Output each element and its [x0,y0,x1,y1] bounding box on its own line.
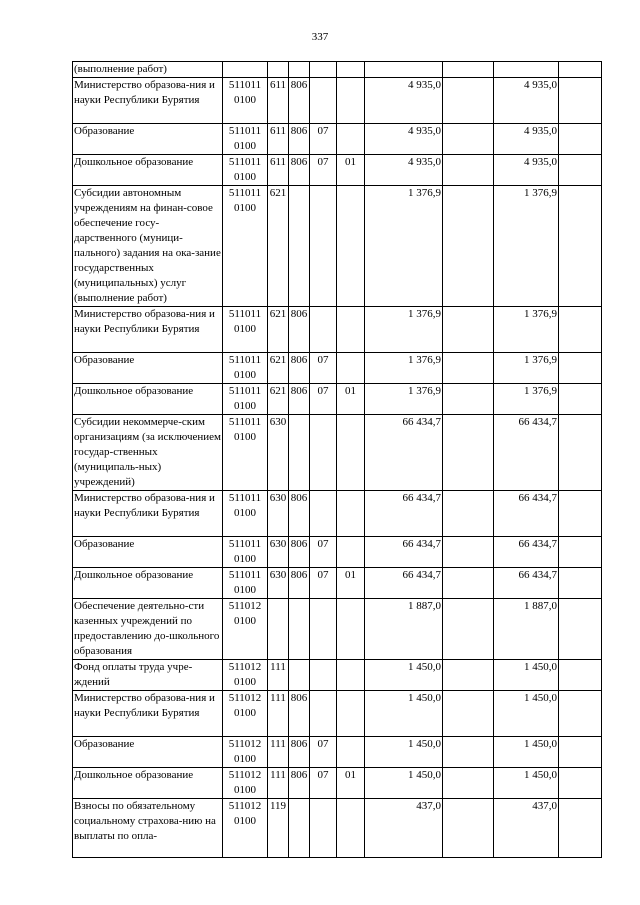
amount-total: 437,0 [365,799,443,858]
section-code [310,660,337,691]
amount-total: 66 434,7 [365,537,443,568]
amount-federal-empty [443,62,494,78]
expense-type-code: 630 [268,568,289,599]
row-name: Дошкольное образование [73,155,223,186]
target-article-code: 511011 0100 [223,384,268,415]
expense-type-code: 111 [268,691,289,737]
table-row [73,353,602,384]
row-name: Обеспечение деятельно-сти казенных учреждений по предоставлению до-школьного образования [73,599,223,660]
amount-extra-empty [559,799,602,858]
table-row [73,691,602,737]
amount-total: 1 376,9 [365,384,443,415]
target-article-code: 511012 0100 [223,691,268,737]
section-code: 07 [310,155,337,186]
amount-regional: 4 935,0 [494,78,559,124]
row-name: Взносы по обязательному социальному страхова-нию на выплаты по опла- [73,799,223,858]
table-row [73,307,602,353]
expense-type-code [268,599,289,660]
row-name: Министерство образова-ния и науки Республики Бурятия [73,491,223,537]
amount-total: 1 887,0 [365,599,443,660]
amount-total: 4 935,0 [365,155,443,186]
target-article-code: 511011 0100 [223,124,268,155]
section-code [310,307,337,353]
administrator-code: 806 [289,768,310,799]
table-row [73,62,602,78]
amount-regional: 1 376,9 [494,307,559,353]
amount-federal-empty [443,307,494,353]
target-article-code [223,62,268,78]
amount-regional: 66 434,7 [494,491,559,537]
row-name: Субсидии автономным учреждениям на финан-совое обеспечение госу-дарственного (муници-пального) задания на ока-зание государственных (муниципальных) услуг (выполнение работ) [73,186,223,307]
expense-type-code: 621 [268,384,289,415]
target-article-code: 511011 0100 [223,353,268,384]
table-row [73,491,602,537]
section-code: 07 [310,568,337,599]
section-code [310,62,337,78]
administrator-code: 806 [289,307,310,353]
table-row [73,384,602,415]
table-row [73,737,602,768]
target-article-code: 511011 0100 [223,491,268,537]
amount-federal-empty [443,155,494,186]
amount-extra-empty [559,568,602,599]
amount-total: 66 434,7 [365,415,443,491]
subsection-code: 01 [337,568,365,599]
amount-federal-empty [443,799,494,858]
expense-type-code [268,62,289,78]
amount-total: 1 376,9 [365,307,443,353]
amount-regional: 437,0 [494,799,559,858]
subsection-code [337,78,365,124]
row-name: Образование [73,353,223,384]
amount-regional: 1 450,0 [494,768,559,799]
table-row [73,415,602,491]
target-article-code: 511011 0100 [223,155,268,186]
section-code [310,491,337,537]
expense-type-code: 621 [268,186,289,307]
subsection-code [337,62,365,78]
amount-regional: 66 434,7 [494,415,559,491]
row-name: Дошкольное образование [73,384,223,415]
subsection-code [337,799,365,858]
amount-federal-empty [443,599,494,660]
table-row [73,799,602,858]
amount-total: 1 450,0 [365,660,443,691]
section-code: 07 [310,353,337,384]
expense-type-code: 111 [268,768,289,799]
target-article-code: 511011 0100 [223,186,268,307]
administrator-code: 806 [289,568,310,599]
subsection-code: 01 [337,384,365,415]
page-number: 337 [311,31,329,43]
administrator-code: 806 [289,537,310,568]
administrator-code [289,799,310,858]
table-row [73,599,602,660]
administrator-code: 806 [289,737,310,768]
table-row [73,537,602,568]
subsection-code [337,415,365,491]
row-name: Образование [73,737,223,768]
section-code [310,599,337,660]
subsection-code [337,691,365,737]
table-row [73,660,602,691]
amount-federal-empty [443,124,494,155]
amount-federal-empty [443,353,494,384]
section-code [310,691,337,737]
table-row [73,568,602,599]
table-row [73,124,602,155]
subsection-code: 01 [337,768,365,799]
subsection-code [337,353,365,384]
amount-regional: 4 935,0 [494,124,559,155]
amount-extra-empty [559,768,602,799]
target-article-code: 511012 0100 [223,737,268,768]
amount-regional: 1 376,9 [494,353,559,384]
administrator-code: 806 [289,384,310,415]
amount-extra-empty [559,415,602,491]
table-row [73,155,602,186]
amount-regional: 1 887,0 [494,599,559,660]
row-name: Министерство образова-ния и науки Республики Бурятия [73,691,223,737]
administrator-code: 806 [289,78,310,124]
amount-total: 1 450,0 [365,737,443,768]
amount-extra-empty [559,660,602,691]
amount-extra-empty [559,353,602,384]
amount-total: 1 376,9 [365,353,443,384]
administrator-code [289,660,310,691]
amount-extra-empty [559,384,602,415]
amount-regional: 1 450,0 [494,660,559,691]
section-code: 07 [310,768,337,799]
amount-total: 1 450,0 [365,768,443,799]
amount-total: 66 434,7 [365,568,443,599]
row-name: Фонд оплаты труда учре-ждений [73,660,223,691]
amount-federal-empty [443,768,494,799]
amount-extra-empty [559,307,602,353]
subsection-code [337,737,365,768]
expense-type-code: 621 [268,307,289,353]
row-name: (выполнение работ) [73,62,223,78]
target-article-code: 511012 0100 [223,799,268,858]
amount-extra-empty [559,737,602,768]
row-name: Министерство образова-ния и науки Республики Бурятия [73,307,223,353]
amount-total: 66 434,7 [365,491,443,537]
amount-regional: 1 376,9 [494,384,559,415]
subsection-code: 01 [337,155,365,186]
row-name: Дошкольное образование [73,768,223,799]
subsection-code [337,537,365,568]
amount-regional [494,62,559,78]
section-code [310,78,337,124]
section-code: 07 [310,737,337,768]
target-article-code: 511011 0100 [223,568,268,599]
expense-type-code: 119 [268,799,289,858]
amount-regional: 1 450,0 [494,691,559,737]
expense-type-code: 621 [268,353,289,384]
subsection-code [337,599,365,660]
amount-extra-empty [559,537,602,568]
amount-extra-empty [559,155,602,186]
administrator-code: 806 [289,353,310,384]
target-article-code: 511011 0100 [223,415,268,491]
amount-regional: 66 434,7 [494,537,559,568]
amount-total: 1 376,9 [365,186,443,307]
expense-type-code: 111 [268,660,289,691]
section-code: 07 [310,384,337,415]
administrator-code [289,186,310,307]
section-code: 07 [310,537,337,568]
section-code [310,415,337,491]
amount-regional: 1 376,9 [494,186,559,307]
amount-regional: 66 434,7 [494,568,559,599]
amount-total: 1 450,0 [365,691,443,737]
amount-federal-empty [443,78,494,124]
expense-type-code: 111 [268,737,289,768]
amount-extra-empty [559,186,602,307]
amount-federal-empty [443,491,494,537]
amount-extra-empty [559,78,602,124]
administrator-code [289,62,310,78]
row-name: Дошкольное образование [73,568,223,599]
amount-federal-empty [443,415,494,491]
expense-type-code: 611 [268,78,289,124]
amount-extra-empty [559,599,602,660]
expense-type-code: 611 [268,124,289,155]
target-article-code: 511012 0100 [223,768,268,799]
subsection-code [337,307,365,353]
table-row [73,768,602,799]
amount-federal-empty [443,737,494,768]
table-row [73,78,602,124]
amount-extra-empty [559,62,602,78]
amount-federal-empty [443,568,494,599]
subsection-code [337,491,365,537]
amount-regional: 4 935,0 [494,155,559,186]
section-code: 07 [310,124,337,155]
amount-extra-empty [559,124,602,155]
amount-federal-empty [443,384,494,415]
amount-extra-empty [559,691,602,737]
expense-type-code: 630 [268,537,289,568]
section-code [310,799,337,858]
row-name: Министерство образова-ния и науки Республики Бурятия [73,78,223,124]
expense-type-code: 611 [268,155,289,186]
row-name: Образование [73,124,223,155]
amount-federal-empty [443,691,494,737]
administrator-code [289,599,310,660]
amount-total [365,62,443,78]
amount-extra-empty [559,491,602,537]
administrator-code: 806 [289,691,310,737]
target-article-code: 511012 0100 [223,660,268,691]
administrator-code: 806 [289,155,310,186]
budget-table [72,61,602,858]
administrator-code [289,415,310,491]
table-row [73,186,602,307]
target-article-code: 511011 0100 [223,307,268,353]
target-article-code: 511011 0100 [223,537,268,568]
amount-federal-empty [443,186,494,307]
administrator-code: 806 [289,491,310,537]
amount-total: 4 935,0 [365,78,443,124]
expense-type-code: 630 [268,415,289,491]
section-code [310,186,337,307]
target-article-code: 511012 0100 [223,599,268,660]
administrator-code: 806 [289,124,310,155]
subsection-code [337,124,365,155]
amount-regional: 1 450,0 [494,737,559,768]
row-name: Субсидии некоммерче-ским организациям (за исключением государ-ственных (муниципаль-ных) учреждений) [73,415,223,491]
amount-federal-empty [443,537,494,568]
subsection-code [337,186,365,307]
amount-federal-empty [443,660,494,691]
amount-total: 4 935,0 [365,124,443,155]
subsection-code [337,660,365,691]
target-article-code: 511011 0100 [223,78,268,124]
row-name: Образование [73,537,223,568]
expense-type-code: 630 [268,491,289,537]
